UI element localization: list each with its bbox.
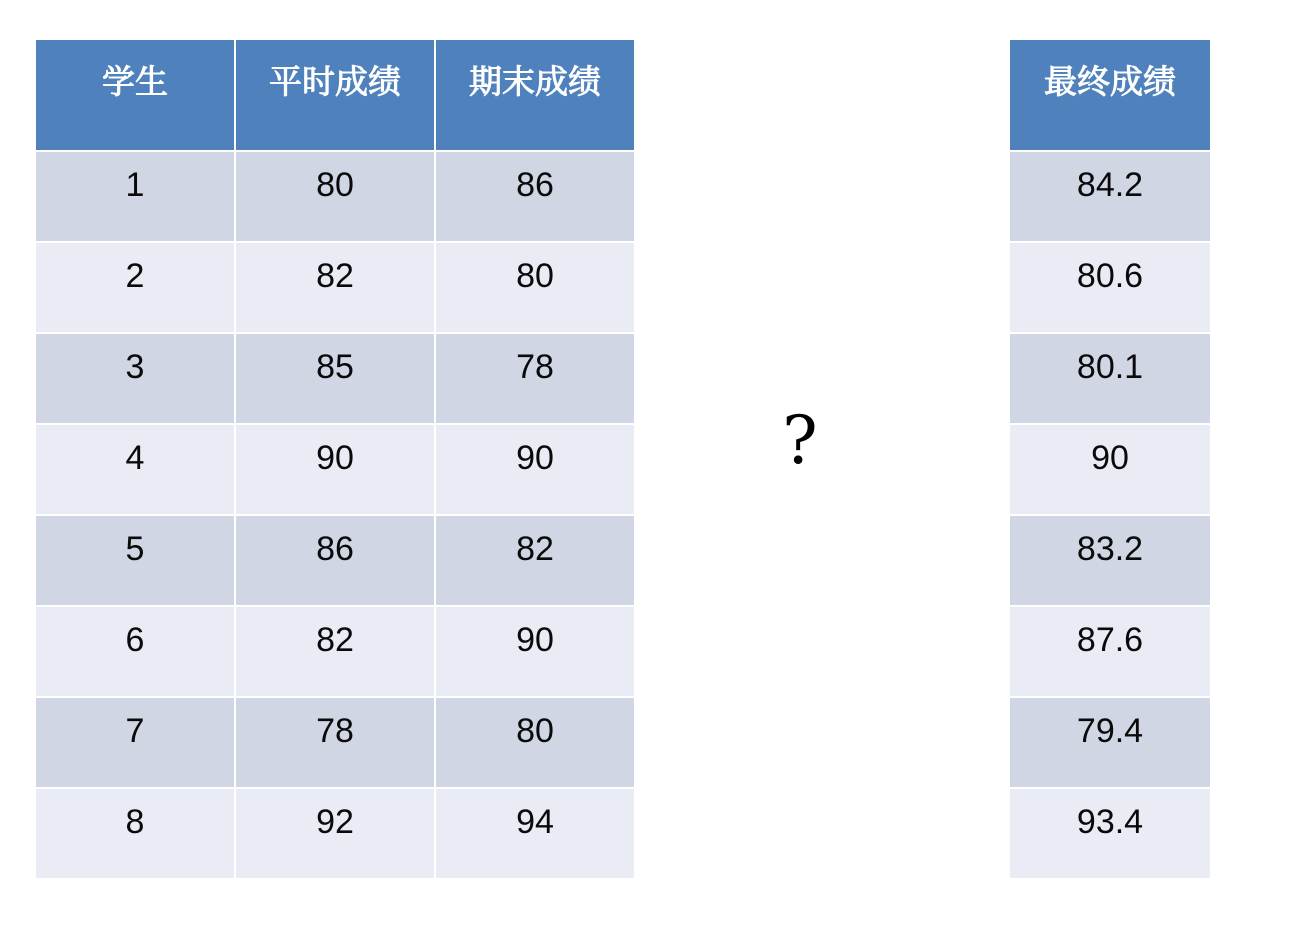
table-row bbox=[1009, 424, 1211, 515]
cell-final-score: 79.4 bbox=[1009, 697, 1211, 788]
cell-final-score: 90 bbox=[1009, 424, 1211, 515]
cell-regular-score: 86 bbox=[235, 515, 435, 606]
cell-final-score: 83.2 bbox=[1009, 515, 1211, 606]
cell-final-exam-score: 80 bbox=[435, 697, 635, 788]
table-row bbox=[35, 151, 635, 242]
final-scores-table-container bbox=[1008, 38, 1212, 880]
table-row bbox=[1009, 515, 1211, 606]
cell-final-exam-score: 80 bbox=[435, 242, 635, 333]
table-row bbox=[1009, 606, 1211, 697]
header-final-exam-score: 期末成绩 bbox=[435, 39, 635, 151]
cell-regular-score: 80 bbox=[235, 151, 435, 242]
cell-final-exam-score: 90 bbox=[435, 424, 635, 515]
header-regular-score: 平时成绩 bbox=[235, 39, 435, 151]
cell-regular-score: 78 bbox=[235, 697, 435, 788]
cell-final-exam-score: 90 bbox=[435, 606, 635, 697]
cell-student-id: 2 bbox=[35, 242, 235, 333]
cell-student-id: 1 bbox=[35, 151, 235, 242]
table-row bbox=[35, 515, 635, 606]
table-row bbox=[35, 697, 635, 788]
cell-final-score: 87.6 bbox=[1009, 606, 1211, 697]
cell-student-id: 5 bbox=[35, 515, 235, 606]
cell-student-id: 3 bbox=[35, 333, 235, 424]
cell-final-score: 93.4 bbox=[1009, 788, 1211, 879]
student-scores-table-container bbox=[34, 38, 636, 880]
cell-final-exam-score: 86 bbox=[435, 151, 635, 242]
cell-regular-score: 85 bbox=[235, 333, 435, 424]
question-mark: ? bbox=[782, 402, 818, 479]
cell-student-id: 7 bbox=[35, 697, 235, 788]
table-row bbox=[35, 333, 635, 424]
header-final-score: 最终成绩 bbox=[1009, 39, 1211, 151]
table-row bbox=[35, 606, 635, 697]
student-scores-header-row bbox=[35, 39, 635, 151]
cell-final-score: 80.6 bbox=[1009, 242, 1211, 333]
cell-final-exam-score: 82 bbox=[435, 515, 635, 606]
cell-regular-score: 92 bbox=[235, 788, 435, 879]
final-scores-table bbox=[1008, 38, 1212, 880]
table-row bbox=[1009, 242, 1211, 333]
header-student: 学生 bbox=[35, 39, 235, 151]
cell-final-score: 80.1 bbox=[1009, 333, 1211, 424]
table-row bbox=[1009, 333, 1211, 424]
final-scores-header-row bbox=[1009, 39, 1211, 151]
student-scores-table bbox=[34, 38, 636, 880]
cell-student-id: 4 bbox=[35, 424, 235, 515]
table-row bbox=[35, 424, 635, 515]
table-row bbox=[1009, 788, 1211, 879]
table-row bbox=[35, 788, 635, 879]
table-row bbox=[1009, 151, 1211, 242]
cell-regular-score: 82 bbox=[235, 606, 435, 697]
table-row bbox=[35, 242, 635, 333]
cell-final-exam-score: 78 bbox=[435, 333, 635, 424]
cell-final-score: 84.2 bbox=[1009, 151, 1211, 242]
cell-final-exam-score: 94 bbox=[435, 788, 635, 879]
cell-student-id: 8 bbox=[35, 788, 235, 879]
cell-regular-score: 90 bbox=[235, 424, 435, 515]
table-row bbox=[1009, 697, 1211, 788]
cell-student-id: 6 bbox=[35, 606, 235, 697]
cell-regular-score: 82 bbox=[235, 242, 435, 333]
